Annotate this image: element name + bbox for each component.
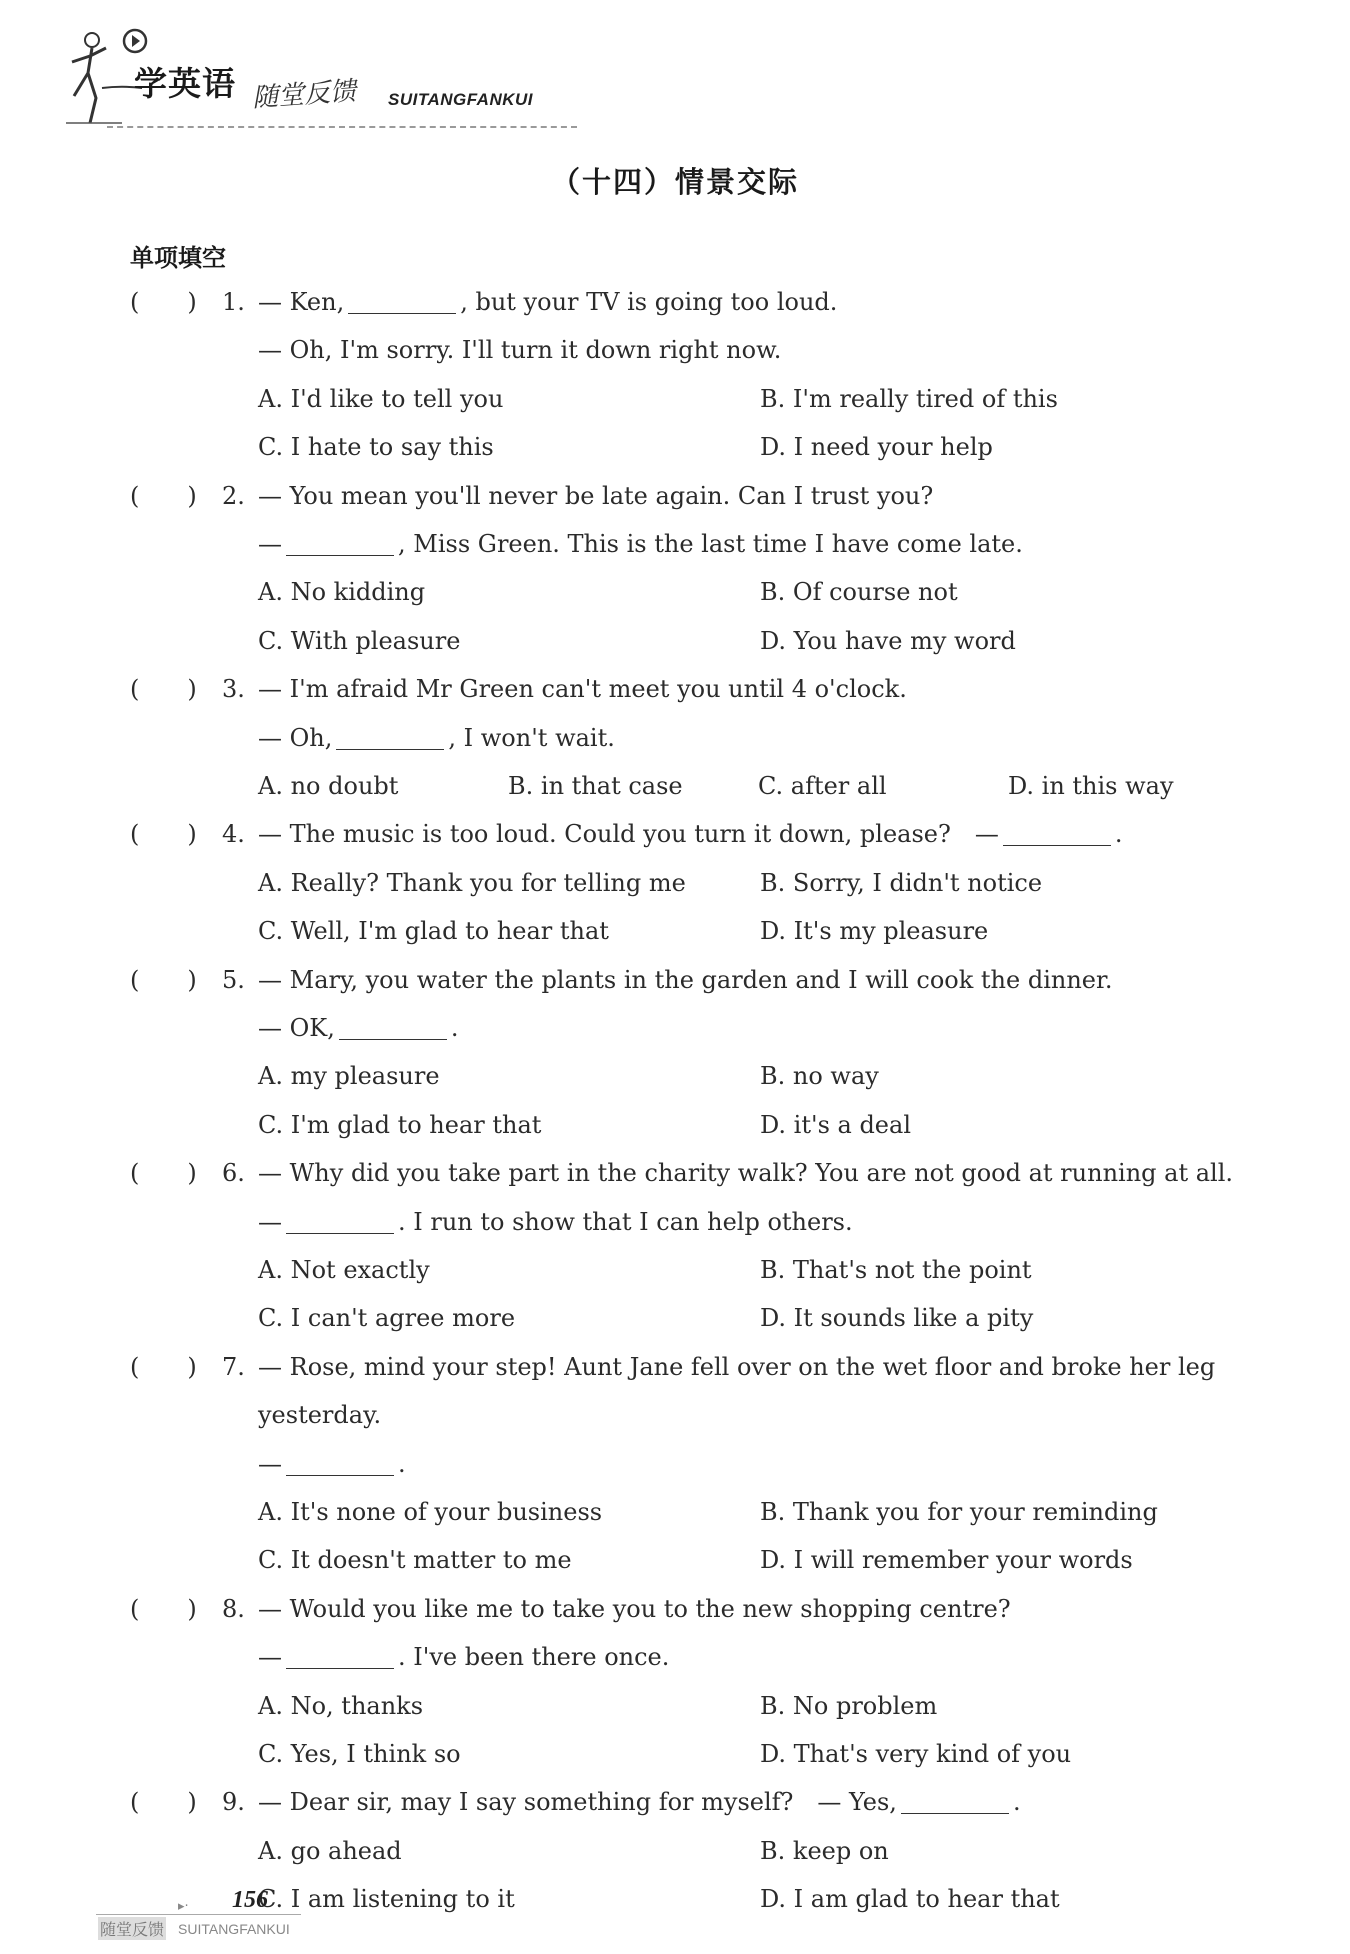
- question-line: [0, 718, 1350, 758]
- options-row: [0, 1686, 1350, 1726]
- question-text-post: , but your TV is going too loud.: [460, 288, 838, 316]
- question-line: [0, 1008, 1350, 1048]
- question-text-pre: — I'm afraid Mr Green can't meet you until 4 o'clock.: [258, 675, 907, 704]
- question-number: 5.: [222, 965, 245, 994]
- option-b[interactable]: B. I'm really tired of this: [760, 384, 1058, 413]
- question-line: [0, 814, 1350, 854]
- option-a[interactable]: A. Not exactly: [258, 1256, 430, 1284]
- option-a[interactable]: A. I'd like to tell you: [258, 384, 504, 413]
- question-line: [0, 476, 1350, 516]
- question-text-pre: — Oh,: [258, 723, 333, 752]
- question-text-pre: —: [258, 530, 282, 558]
- question-text-pre: — The music is too loud. Could you turn it down, please? —: [258, 820, 999, 849]
- question-number: 7.: [222, 1352, 245, 1381]
- option-b[interactable]: B. No problem: [760, 1691, 938, 1720]
- options-row: [0, 1734, 1350, 1774]
- options-row: [0, 572, 1350, 612]
- option-b[interactable]: B. Of course not: [760, 578, 958, 607]
- question-text: [258, 524, 1023, 564]
- answer-blank[interactable]: [286, 1666, 394, 1669]
- option-a[interactable]: A. my pleasure: [258, 1062, 440, 1091]
- question-number: 9.: [222, 1788, 245, 1817]
- section-heading: 单项填空: [130, 244, 226, 272]
- option-a[interactable]: A. No, thanks: [258, 1691, 424, 1720]
- option-b[interactable]: B. Thank you for your reminding: [760, 1498, 1158, 1526]
- question-text: [258, 1637, 669, 1677]
- header-divider: [107, 126, 577, 128]
- question-text: [258, 1444, 406, 1484]
- question-text-post: , Miss Green. This is the last time I have come late.: [398, 530, 1023, 558]
- question-line: [0, 1589, 1350, 1629]
- option-d[interactable]: D. That's very kind of you: [760, 1740, 1072, 1768]
- page-title: （十四）情景交际: [550, 165, 799, 199]
- answer-blank[interactable]: [339, 1037, 447, 1040]
- option-a[interactable]: A. go ahead: [258, 1836, 402, 1865]
- question-text: [258, 1347, 1215, 1387]
- question-line: [0, 669, 1350, 709]
- question-text-post: .: [450, 1014, 459, 1042]
- options-row: [0, 911, 1350, 951]
- options-row: [0, 1105, 1350, 1145]
- option-c[interactable]: C. Well, I'm glad to hear that: [258, 917, 609, 946]
- answer-blank[interactable]: [286, 1231, 394, 1234]
- option-a[interactable]: A. no doubt: [258, 772, 399, 800]
- option-c[interactable]: C. I'm glad to hear that: [258, 1110, 542, 1139]
- question-text-pre: — Dear sir, may I say something for myself? — Yes,: [258, 1788, 897, 1817]
- question-text-pre: — Oh, I'm sorry. I'll turn it down right now.: [258, 336, 782, 365]
- header-subtitle: 随堂反馈: [251, 76, 358, 114]
- answer-blank[interactable]: [348, 311, 456, 314]
- option-b[interactable]: B. no way: [760, 1062, 879, 1091]
- footer-arrow-icon: ▸·: [178, 1899, 189, 1914]
- option-d[interactable]: D. it's a deal: [760, 1110, 911, 1139]
- question-text: [258, 1153, 1233, 1193]
- options-row: [0, 1492, 1350, 1532]
- question-text: [258, 669, 907, 709]
- option-b[interactable]: B. Sorry, I didn't notice: [760, 868, 1043, 897]
- question-line: [0, 1637, 1350, 1677]
- question-text: [258, 330, 781, 370]
- answer-blank[interactable]: [286, 553, 394, 556]
- options-row: [0, 1831, 1350, 1871]
- question-number: 3.: [222, 675, 245, 704]
- answer-blank[interactable]: [1003, 843, 1111, 846]
- header-pinyin: SUITANGFANKUI: [388, 90, 534, 109]
- question-number: 8.: [222, 1594, 245, 1623]
- options-row: [0, 1298, 1350, 1338]
- footer-brand-cn: 随堂反馈: [98, 1917, 166, 1940]
- question-text-pre: —: [258, 1207, 282, 1236]
- header-banner: [62, 28, 582, 128]
- question-line: [0, 1782, 1350, 1822]
- question-line: [0, 960, 1350, 1000]
- question-text-post: . I've been there once.: [398, 1643, 670, 1672]
- option-b[interactable]: B. keep on: [760, 1836, 889, 1865]
- question-line: [0, 1347, 1350, 1387]
- question-text-pre: — OK,: [258, 1014, 335, 1042]
- options-row: [0, 621, 1350, 661]
- option-c[interactable]: C. I am listening to it: [258, 1885, 515, 1914]
- question-text: [258, 1782, 1021, 1822]
- question-text-pre: yesterday.: [258, 1401, 382, 1430]
- footer-brand-pinyin: SUITANGFANKUI: [178, 1921, 290, 1937]
- option-d[interactable]: D. I will remember your words: [760, 1546, 1133, 1575]
- option-c[interactable]: C. Yes, I think so: [258, 1740, 461, 1768]
- option-c[interactable]: C. With pleasure: [258, 626, 461, 655]
- question-text-pre: —: [258, 1449, 282, 1478]
- question-number: 4.: [222, 820, 245, 849]
- question-text-pre: — Rose, mind your step! Aunt Jane fell over on the wet floor and broke her leg: [258, 1352, 1216, 1381]
- question-text: [258, 1008, 459, 1048]
- answer-blank[interactable]: [336, 747, 444, 750]
- question-text: [258, 960, 1112, 1000]
- question-text-post: . I run to show that I can help others.: [398, 1207, 853, 1236]
- question-line: [0, 1444, 1350, 1484]
- answer-bracket[interactable]: ( ): [130, 1594, 197, 1623]
- options-row: [0, 1540, 1350, 1580]
- answer-blank[interactable]: [286, 1473, 394, 1476]
- question-text-pre: — You mean you'll never be late again. Can I trust you?: [258, 481, 934, 510]
- option-c[interactable]: C. I can't agree more: [258, 1304, 516, 1333]
- question-line: [0, 282, 1350, 322]
- answer-bracket[interactable]: ( ): [130, 965, 197, 994]
- answer-bracket[interactable]: ( ): [130, 820, 197, 849]
- option-d[interactable]: D. I need your help: [760, 433, 993, 462]
- option-a[interactable]: A. No kidding: [258, 578, 426, 607]
- options-row: [0, 863, 1350, 903]
- answer-bracket[interactable]: ( ): [130, 1159, 197, 1188]
- question-line: [0, 1153, 1350, 1193]
- option-d[interactable]: D. in this way: [1008, 772, 1174, 800]
- question-number: 6.: [222, 1159, 245, 1188]
- question-text: [258, 476, 933, 516]
- question-text: [258, 282, 837, 322]
- answer-bracket[interactable]: ( ): [130, 1352, 197, 1381]
- question-text: [258, 1589, 1011, 1629]
- question-line: [0, 524, 1350, 564]
- page-number: 156: [232, 1887, 268, 1913]
- footer-brand: [96, 1914, 301, 1941]
- question-text-pre: — Why did you take part in the charity walk? You are not good at running at all.: [258, 1159, 1234, 1188]
- question-text-pre: — Ken,: [258, 288, 345, 316]
- option-b[interactable]: B. That's not the point: [760, 1256, 1032, 1284]
- question-line: [0, 1202, 1350, 1242]
- header-main-title: 学英语: [134, 64, 236, 103]
- option-a[interactable]: A. It's none of your business: [258, 1498, 603, 1526]
- option-d[interactable]: D. It's my pleasure: [760, 917, 989, 946]
- option-c[interactable]: C. It doesn't matter to me: [258, 1546, 572, 1575]
- question-line: [0, 330, 1350, 370]
- option-c[interactable]: C. after all: [758, 772, 887, 800]
- answer-bracket[interactable]: ( ): [130, 675, 197, 704]
- options-row: [0, 1056, 1350, 1096]
- options-row: [0, 379, 1350, 419]
- option-d[interactable]: D. It sounds like a pity: [760, 1304, 1034, 1333]
- question-text: [258, 814, 1123, 854]
- answer-bracket[interactable]: ( ): [130, 481, 197, 510]
- question-text-pre: — Would you like me to take you to the new shopping centre?: [258, 1594, 1011, 1623]
- option-c[interactable]: C. I hate to say this: [258, 433, 494, 462]
- option-a[interactable]: A. Really? Thank you for telling me: [258, 868, 686, 897]
- question-number: 2.: [222, 481, 245, 510]
- option-d[interactable]: D. I am glad to hear that: [760, 1885, 1060, 1914]
- answer-bracket[interactable]: ( ): [130, 1788, 197, 1817]
- question-text-post: .: [398, 1449, 406, 1478]
- option-d[interactable]: D. You have my word: [760, 626, 1016, 655]
- option-b[interactable]: B. in that case: [508, 772, 683, 800]
- options-row: [0, 1250, 1350, 1290]
- question-text-post: , I won't wait.: [448, 723, 615, 752]
- options-row: [0, 766, 1350, 806]
- question-number: 1.: [222, 288, 245, 316]
- question-text-pre: —: [258, 1643, 282, 1672]
- question-text-pre: — Mary, you water the plants in the garden and I will cook the dinner.: [258, 965, 1113, 994]
- question-text: [258, 1395, 381, 1435]
- play-circle-icon: [122, 28, 148, 54]
- question-text: [258, 1202, 853, 1242]
- question-text-post: .: [1012, 1788, 1021, 1817]
- options-row: [0, 427, 1350, 467]
- answer-blank[interactable]: [901, 1811, 1009, 1814]
- question-text-post: .: [1114, 820, 1123, 849]
- question-text: [258, 718, 615, 758]
- answer-bracket[interactable]: ( ): [130, 288, 197, 316]
- question-line: [0, 1395, 1350, 1435]
